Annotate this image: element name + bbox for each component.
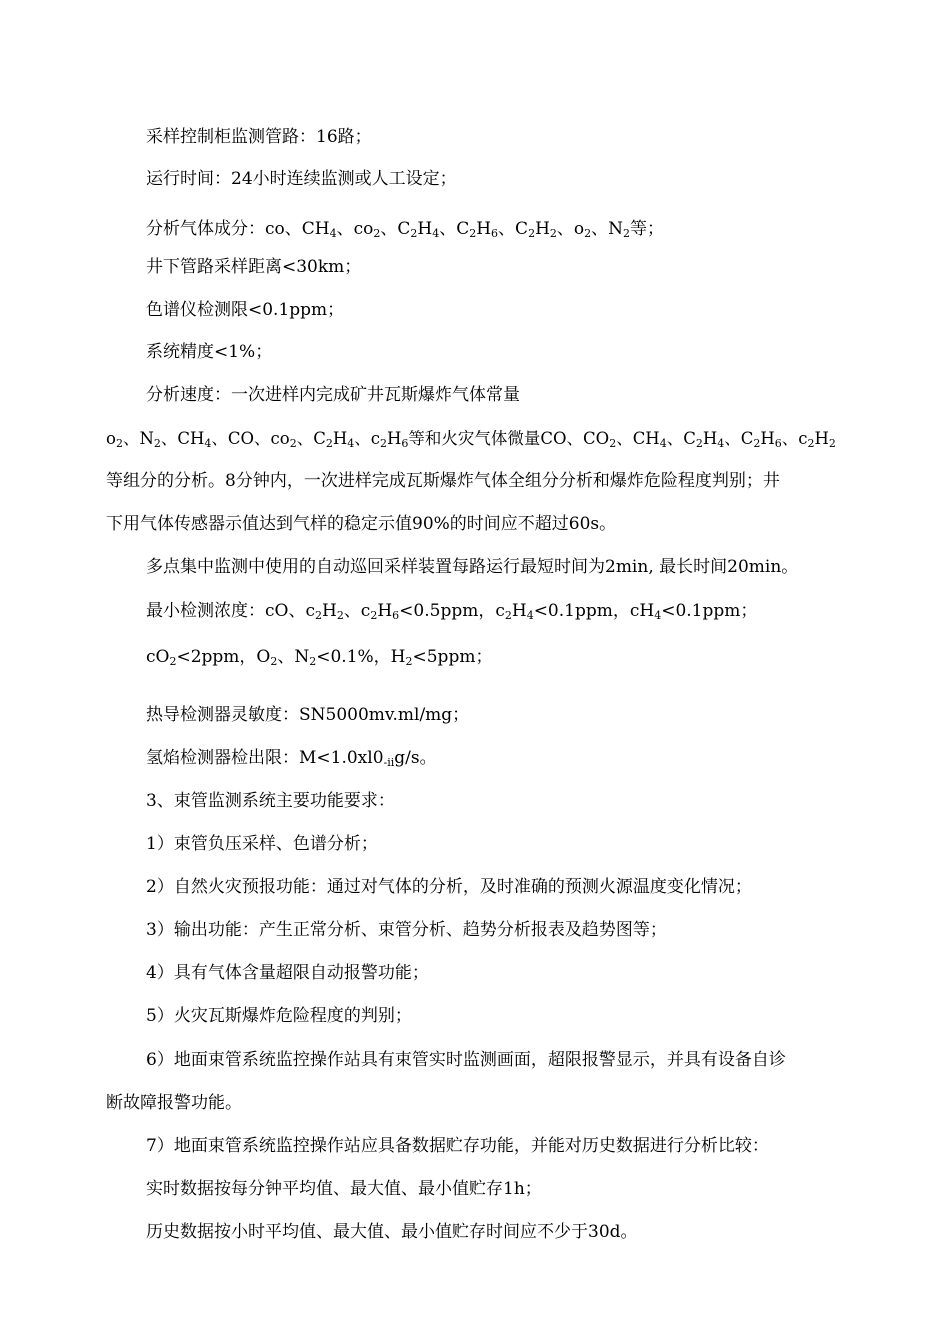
text-line: 采样控制柜监测管路：16路； [146,127,372,147]
text-line: $cO_2<2ppm$，$O_2$、$N_2<0.1\%$，$H_2<5ppm$； [146,647,493,668]
text-line: 2）自然火灾预报功能：通过对气体的分析，及时准确的预测火源温度变化情况； [146,877,752,897]
text-line: 4）具有气体含量超限自动报警功能； [146,963,429,983]
text-line: $o_2$、$N_2$、$CH_4$、CO、$co_2$、$C_2H_4$、$c_2H_6$等和火灾气体微量CO、$CO_2$、$CH_4$、$C_2H_4$、$C_2H_6$、$c_2H_2$ [106,429,836,450]
text-line: 运行时间：24小时连续监测或人工设定； [146,169,457,189]
text-line: 断故障报警功能。 [106,1093,242,1113]
text-line: 分析速度：一次进样内完成矿井瓦斯爆炸气体常量 [146,385,520,405]
text-line: 实时数据按每分钟平均值、最大值、最小值贮存1h； [146,1179,542,1199]
text-line: 3）输出功能：产生正常分析、束管分析、趋势分析报表及趋势图等； [146,920,667,940]
text-line: 3、束管监测系统主要功能要求： [146,791,395,811]
text-line: 多点集中监测中使用的自动巡回采样装置每路运行最短时间为2min, 最长时间20min。 [146,557,799,577]
text-line: 7）地面束管系统监控操作站应具备数据贮存功能，并能对历史数据进行分析比较： [146,1136,769,1156]
text-line: 氢焰检测器检出限：$M<1.0xl0_{-ii}g/s$。 [146,748,437,769]
text-line: 等组分的分析。8分钟内，一次进样完成瓦斯爆炸气体全组分分析和爆炸危险程度判别；井 [106,471,780,491]
text-line: 井下管路采样距离<30km； [146,257,362,277]
text-line: 热导检测器灵敏度：SN5000mv.ml/mg； [146,705,470,725]
text-line: 系统精度<1%； [146,342,273,362]
text-line: 5）火灾瓦斯爆炸危险程度的判别； [146,1006,412,1026]
text-line: 1）束管负压采样、色谱分析； [146,834,378,854]
text-line: 6）地面束管系统监控操作站具有束管实时监测画面，超限报警显示，并具有设备自诊 [146,1050,786,1070]
text-line: 下用气体传感器示值达到气样的稳定示值90%的时间应不超过60s。 [106,514,617,534]
text-line: 最小检测浓度：cO、$c_2H_2$、$c_2H_6<0.5ppm$，$c_2H_4<0.1ppm$，$cH_4<0.1ppm$； [146,601,758,622]
text-line: 分析气体成分：co、$CH_4$、$co_2$、$C_2H_4$、$C_2H_6$、$C_2H_2$、$o_2$、$N_2$等； [146,219,665,240]
text-line: 色谱仪检测限<0.1ppm； [146,300,345,320]
text-line: 历史数据按小时平均值、最大值、最小值贮存时间应不少于30d。 [146,1222,638,1242]
